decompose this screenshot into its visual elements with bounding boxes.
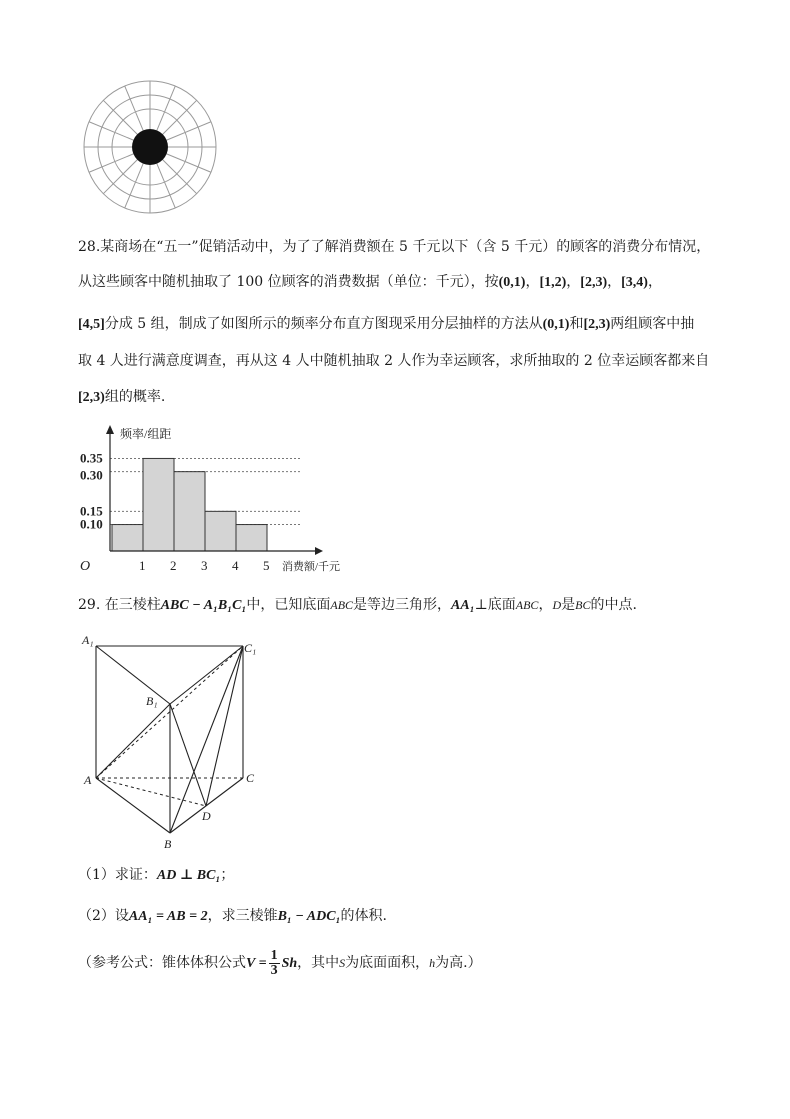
is-word: 是 [561,597,576,613]
ref-a: （参考公式：锥体体积公式 [78,955,246,971]
q28-line3-tail: 两组顾客中抽 [610,316,695,332]
origin-label: O [80,559,91,574]
comma: ， [538,597,553,613]
edge-a1b1 [96,646,170,704]
edge-ab [96,778,170,833]
label-d: D [202,809,211,823]
spoke [125,164,143,208]
sep: ， [607,274,622,290]
x-tick-label: 5 [263,558,270,573]
concentric-circles-figure [80,80,220,216]
label-c1: C₁ [244,641,257,655]
part2-end: 的体积. [340,908,387,924]
ref-sh: Sh [281,956,298,971]
ref-d: 为高.） [435,955,482,971]
q29-part2 [78,905,387,925]
q29-intro-b: 中，已知底面 [246,597,331,613]
one-third-fraction [269,949,280,978]
y-tick-label: 0.30 [80,467,103,483]
interval-0-1-b: (0,1) [542,317,570,332]
q28-line4: 取 4 人进行满意度调查，再从这 4 人中随机抽取 2 人作为幸运顾客，求所抽取的 2 位幸运顾客都来自 [78,353,710,369]
q29-part1 [78,864,234,884]
label-b1: B₁ [146,694,158,708]
part1-end: ； [220,867,235,883]
q28-line5 [78,386,165,406]
label-c: C [246,771,255,785]
q29-intro [78,594,637,614]
spoke [157,164,175,208]
interval-2-3-c: [2,3) [78,390,105,405]
d-point: D [552,598,562,612]
spoke [157,86,175,130]
q28-line1: 28.某商场在“五一”促销活动中，为了了解消费额在 5 千元以下（含 5 千元）的顾客的消费分布情况， [78,239,711,255]
q28-line3 [78,313,694,333]
interval-1-2: [1,2) [539,275,567,290]
bar-[0,1) [112,525,143,551]
bc-seg: BC [575,598,591,612]
abc-2: ABC [515,598,539,612]
perp-text: ⊥底面 [474,597,516,613]
part1-math: AD ⊥ BC₁ [156,868,221,883]
part2-math2: B₁ − ADC₁ [277,909,341,924]
x-tick-label: 4 [232,558,239,573]
y-tick-label: 0.35 [80,450,103,466]
interval-2-3-b: [2,3) [583,317,611,332]
q28-line3-text: 分成 5 组，制成了如图所示的频率分布直方图现采用分层抽样的方法从 [104,316,543,332]
q28-line2 [78,271,662,291]
bar-[2,3) [174,472,205,551]
and-word: 和 [569,316,584,332]
label-a1: A₁ [82,633,94,647]
x-tick-label: 3 [201,558,208,573]
ref-s: S [339,956,346,970]
q28-line5-tail: 组的概率. [104,389,166,405]
ref-b: ，其中 [297,955,340,971]
frac-den: 3 [270,962,278,978]
spoke [89,154,133,172]
reference-formula [78,948,482,979]
spoke [167,122,211,140]
label-a: A [84,773,92,787]
y-axis-arrow [106,425,114,434]
sep: ， [647,274,662,290]
interval-0-1: (0,1) [498,275,526,290]
spoke [103,100,137,134]
y-tick-label: 0.15 [80,503,103,519]
edge-ab1 [96,704,170,778]
interval-4-5: [4,5] [78,317,105,332]
spoke [163,100,197,134]
spoke [89,122,133,140]
abc-1: ABC [330,598,354,612]
spoke [103,160,137,194]
center-black-disc [132,129,168,165]
sep: ， [525,274,540,290]
part2-mid: ，求三棱锥 [207,908,278,924]
y-tick-label: 0.10 [80,516,103,532]
spoke [125,86,143,130]
part2-label: （2）设 [78,908,129,924]
bar-[3,4) [205,511,236,551]
ref-h: h [429,956,436,970]
x-axis-label: 消费额/千元 [282,561,341,573]
sep: ， [566,274,581,290]
part1-label: （1）求证： [78,867,157,883]
spoke [167,154,211,172]
ref-v: V = [246,956,267,971]
label-b: B [164,837,172,851]
bar-[4,5] [236,525,267,551]
prism-name: ABC − A₁B₁C₁ [160,598,247,613]
ref-c: 为底面面积， [345,955,430,971]
x-tick-label: 2 [170,558,177,573]
interval-3-4: [3,4) [621,275,648,290]
aa1: AA₁ [451,598,475,613]
interval-2-3: [2,3) [580,275,608,290]
frac-num: 1 [270,947,278,963]
x-tick-label: 1 [139,558,146,573]
spoke [163,160,197,194]
x-axis-arrow [315,547,323,555]
bar-[1,2) [143,458,174,551]
y-axis-label: 频率/组距 [120,427,172,441]
q29-intro-a: 29. 在三棱柱 [78,597,161,613]
mid-text: 的中点. [590,597,637,613]
q29-intro-c: 是等边三角形， [353,597,452,613]
q28-line2-text: 从这些顾客中随机抽取了 100 位顾客的消费数据（单位：千元），按 [78,274,499,290]
prism-figure [80,628,280,853]
part2-math: AA₁ = AB = 2 [128,909,208,924]
frequency-histogram [70,418,360,578]
